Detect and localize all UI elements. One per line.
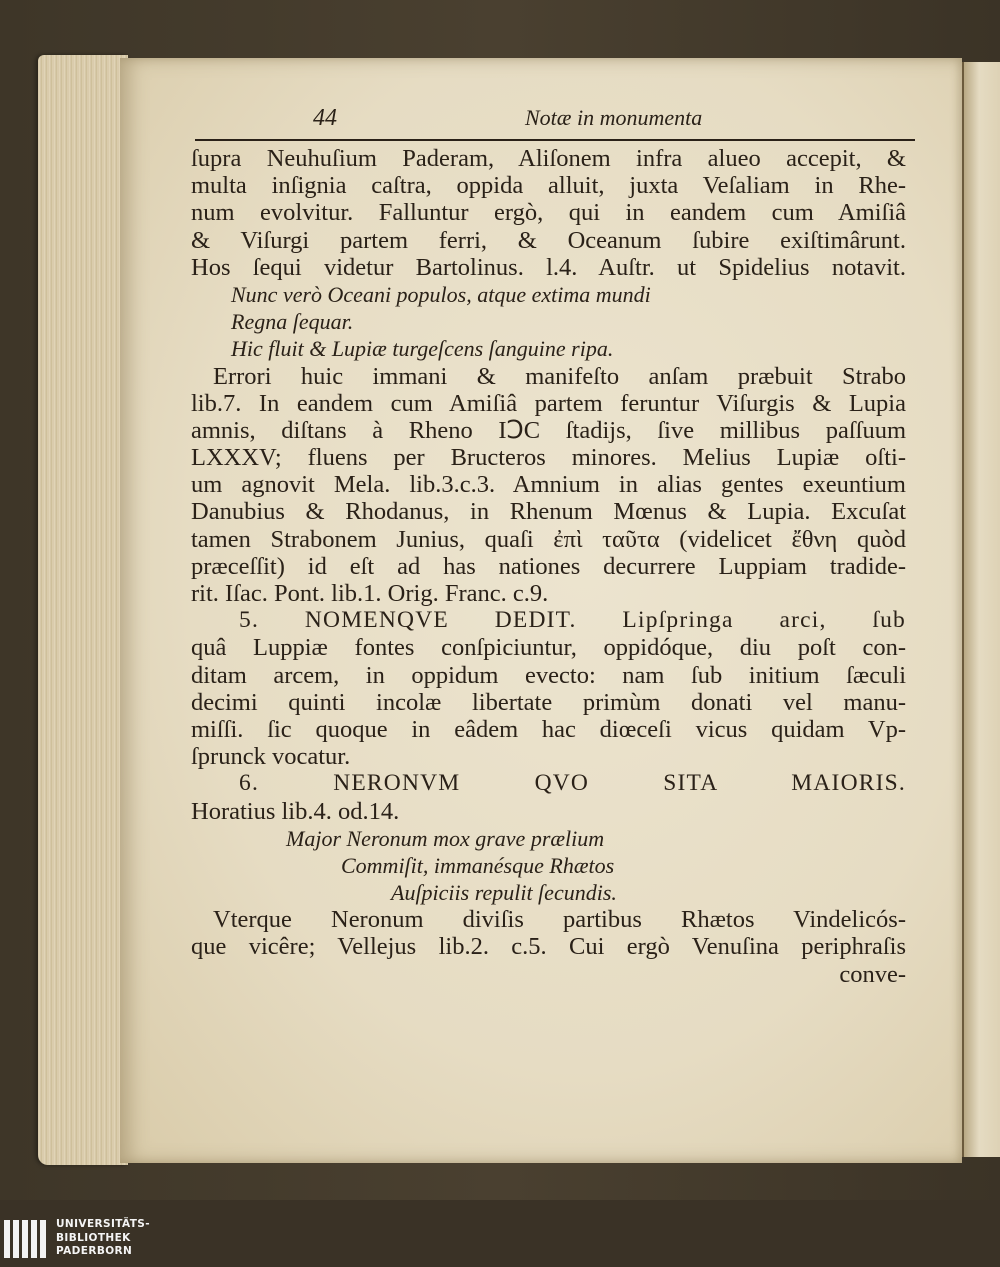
library-logo-icon — [4, 1220, 52, 1258]
text-line: & Viſurgi partem ferri, & Oceanum ſubire exiſtimârunt. — [191, 226, 906, 254]
text-line: Errori huic immani & manifeſto anſam præbuit Strabo — [213, 362, 906, 390]
section-heading-6: 6. NERONVM QVO SITA MAIORIS. — [239, 770, 906, 797]
text-line: præceſſit) id eſt ad has nationes decurrere Luppiam tradide- — [191, 552, 906, 580]
catchword: conve- — [839, 960, 906, 988]
text-line: quâ Luppiæ fontes conſpiciuntur, oppidóque, diu poſt con- — [191, 634, 906, 662]
logo-line: PADERBORN — [56, 1245, 133, 1257]
text-line: ditam arcem, in oppidum evecto: nam ſub initium ſæculi — [191, 661, 906, 689]
page-text-block — [191, 105, 915, 988]
logo-line: BIBLIOTHEK — [56, 1231, 131, 1244]
verse-line: Commiſit, immanésque Rhætos — [341, 852, 615, 878]
text-line: miſſi. ſic quoque in eâdem hac diœceſi vicus quidam Vp- — [191, 715, 906, 743]
text-line: decimi quinti incolæ libertate primùm donati vel manu- — [191, 688, 906, 716]
verse-line: Auſpiciis repulit ſecundis. — [391, 880, 617, 906]
verse-line: Major Neronum mox grave prælium — [286, 825, 605, 851]
page-body — [191, 145, 906, 988]
text-line: Danubius & Rhodanus, in Rhenum Mœnus & Lupia. Excuſat — [191, 498, 906, 526]
text-line: Vterque Neronum diviſis partibus Rhætos Vindelicós- — [213, 906, 906, 934]
text-line: Horatius lib.4. od.14. — [191, 797, 400, 825]
library-logo-text — [56, 1218, 150, 1259]
logo-line: UNIVERSITÄTS- — [56, 1218, 151, 1230]
verse-line: Hic fluit & Lupiæ turgeſcens ſanguine ripa. — [231, 336, 614, 362]
text-line: rit. Iſac. Pont. lib.1. Orig. Franc. c.9. — [191, 580, 549, 607]
text-line: amnis, diſtans à Rheno IↃC ſtadijs, ſive millibus paſſuum — [191, 416, 906, 444]
verse-line: Nunc verò Oceani populos, atque extima mundi — [231, 281, 651, 307]
text-line: LXXXV; fluens per Bructeros minores. Melius Lupiæ oſti- — [191, 444, 906, 472]
text-line: que vicêre; Vellejus lib.2. c.5. Cui ergò Venuſina periphraſis — [191, 933, 906, 961]
library-logo — [4, 1218, 214, 1262]
text-line: um agnovit Mela. lib.3.c.3. Amnium in alias gentes exeuntium — [191, 471, 906, 499]
text-line: num evolvitur. Falluntur ergò, qui in eandem cum Amiſiâ — [191, 199, 906, 227]
text-line: multa inſignia caſtra, oppida alluit, juxta Veſaliam in Rhe- — [191, 172, 906, 200]
page-number: 44 — [313, 105, 337, 131]
book-page-edges — [38, 55, 128, 1165]
running-title: Notæ in monumenta — [525, 105, 703, 130]
verse-line: Regna ſequar. — [231, 309, 354, 335]
section-heading-5: 5. NOMENQVE DEDIT. Lipſpringa arci, ſub — [239, 607, 906, 634]
text-line: lib.7. In eandem cum Amiſiâ partem feruntur Viſurgis & Lupia — [191, 389, 906, 417]
text-line: Hos ſequi videtur Bartolinus. l.4. Auſtr. ut Spidelius notavit. — [191, 253, 906, 281]
text-line: ſupra Neuhuſium Paderam, Aliſonem infra alueo accepit, & — [191, 145, 906, 172]
facing-page-edge — [962, 62, 1000, 1157]
running-header — [195, 105, 915, 141]
text-line: ſprunck vocatur. — [191, 743, 351, 771]
text-line: tamen Strabonem Junius, quaſi ἐπὶ ταῦτα (videlicet ἔθνη quòd — [191, 525, 906, 553]
